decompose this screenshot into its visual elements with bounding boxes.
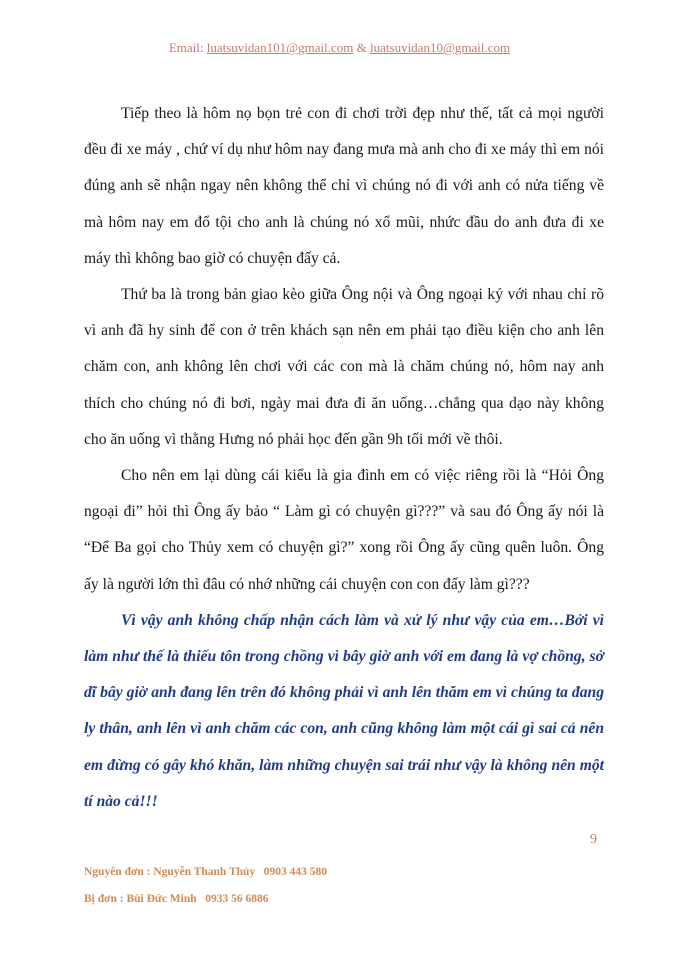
footer-defendant: Bị đơn : Bùi Đức Minh 0933 56 6886 <box>84 893 269 905</box>
email-header <box>0 40 679 56</box>
paragraph-3: Cho nên em lại dùng cái kiểu là gia đình em có việc riêng rồi là “Hỏi Ông ngoại đi” hỏi thì Ông ấy bảo “ Làm gì có chuyện gì???” và sau đó Ông ấy nói là “Để Ba gọi cho Thủy xem có chuyện gì?” xong rồi Ông ấy cũng quên luôn. Ông ấy là người lớn thì đâu có nhớ những cái chuyện con con đấy làm gì??? <box>84 467 604 593</box>
paragraph-1: Tiếp theo là hôm nọ bọn trẻ con đi chơi trời đẹp như thế, tất cả mọi người đều đi xe máy , chứ ví dụ như hôm nay đang mưa mà anh cho đi xe máy thì em nói đúng anh sẽ nhận ngay nên không thể chỉ vì chúng nó đi với anh có nửa tiếng về mà hôm nay em đổ tội cho anh là chúng nó xổ mũi, nhức đầu do anh đưa đi xe máy thì không bao giờ có chuyện đấy cả. <box>84 105 604 267</box>
email-link-2[interactable]: luatsuvidan10@gmail.com <box>370 40 511 55</box>
emphasized-paragraph: Vì vậy anh không chấp nhận cách làm và xử lý như vậy của em…Bởi vì làm như thế là thiếu tôn trong chồng vì bây giờ anh với em đang là vợ chồng, sở dĩ bây giờ anh đang lên trên đó không phải vì anh lên thăm em vì chúng ta đang ly thân, anh lên vì anh chăm các con, anh cũng không làm một cái gì sai cả nên em đừng có gây khó khăn, làm những chuyện sai trái như vậy là không nên một tí nào cả!!! <box>84 611 604 810</box>
email-separator: & <box>353 40 371 55</box>
footer-plaintiff: Nguyên đơn : Nguyễn Thanh Thủy 0903 443 580 <box>84 866 328 878</box>
page-number: 9 <box>590 832 597 847</box>
email-link-1[interactable]: luatsuvidan101@gmail.com <box>206 40 354 55</box>
email-prefix: Email: <box>168 40 207 55</box>
body-text <box>84 96 604 820</box>
paragraph-2: Thứ ba là trong bản giao kèo giữa Ông nội và Ông ngoại ký với nhau chỉ rõ vì anh đã hy sinh để con ở trên khách sạn nên em phải tạo điều kiện cho anh lên chăm con, anh không lên chơi với các con mà là chăm chúng nó, hôm nay anh thích cho chúng nó đi bơi, ngày mai đưa đi ăn uống…chẳng qua dạo này không cho ăn uống vì thằng Hưng nó phải học đến gần 9h tối mới về thôi. <box>84 286 604 448</box>
